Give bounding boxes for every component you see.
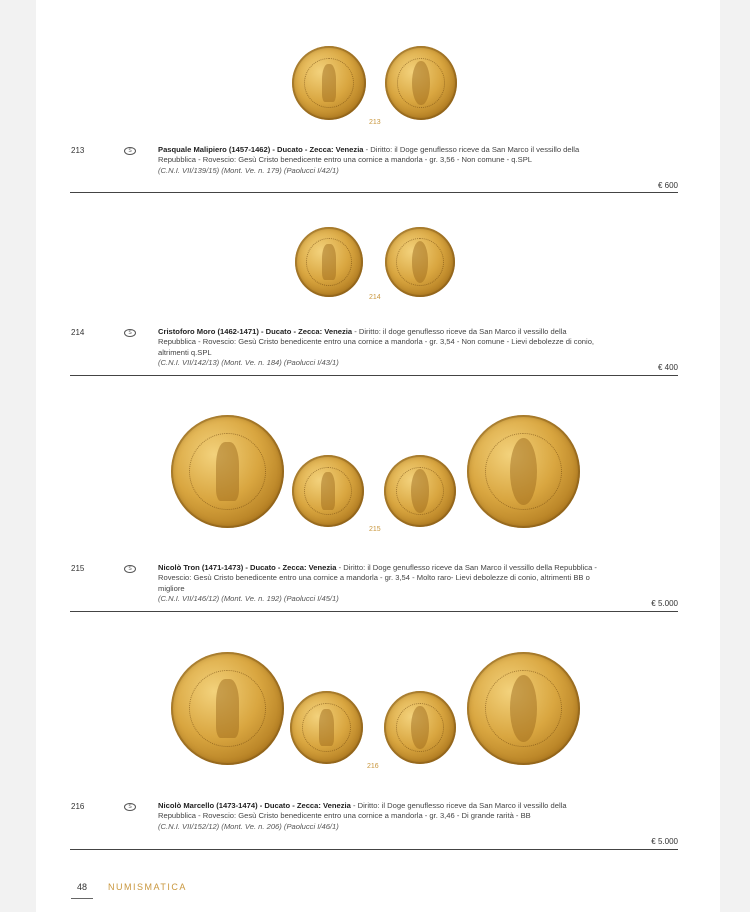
coin-reverse-enlarged-image <box>467 415 580 528</box>
lot-description <box>158 327 598 369</box>
coin-reverse-image <box>384 455 456 527</box>
numista-mark-icon: S <box>124 147 136 155</box>
lot-divider <box>70 375 678 376</box>
lot-description <box>158 145 598 176</box>
lot-price: € 5.000 <box>651 837 678 846</box>
lot-divider <box>70 611 678 612</box>
lot-number: 215 <box>71 564 85 573</box>
coin-obverse-enlarged-image <box>171 652 284 765</box>
coin-reverse-enlarged-image <box>467 652 580 765</box>
coin-reverse-image <box>385 46 457 120</box>
lot-description <box>158 801 598 832</box>
lot-title: Nicolò Marcello (1473-1474) - Ducato - Zecca: Venezia <box>158 801 351 810</box>
numista-mark-icon: S <box>124 329 136 337</box>
numista-mark-icon: S <box>124 803 136 811</box>
numista-mark-icon: S <box>124 565 136 573</box>
lot-price: € 400 <box>657 363 678 372</box>
lot-number: 214 <box>71 328 85 337</box>
lot-text: - Diritto: il Doge genuflesso riceve da San Marco il vessillo della Repubblica - Rovescio: Gesù Cristo benedicente entro una cornice a mandorla - gr. 3,56 - Non comune - q.SPL <box>158 145 580 165</box>
lot-text: - Diritto: il Doge genuflesso riceve da San Marco il vessillo della Repubblica - Rovescio: Gesù Cristo benedicente entro una cornice a mandorla - gr. 3,46 - Di grande rarità - BB <box>158 801 567 821</box>
lot-reference: (C.N.I. VII/139/15) (Mont. Ve. n. 179) (Paolucci I/42/1) <box>158 165 339 175</box>
page-number-underline <box>71 898 93 899</box>
lot-price: € 600 <box>657 181 678 190</box>
plate-number: 215 <box>369 526 381 533</box>
lot-title: Nicolò Tron (1471-1473) - Ducato - Zecca: Venezia <box>158 563 337 572</box>
lot-text: - Diritto: il doge genuflesso riceve da San Marco il vessillo della Repubblica - Rovescio: Gesù Cristo benedicente entro una cornice a mandorla - gr. 3,54 - Non comune - Lievi debolezze di conio, altrimenti q.SPL <box>158 327 595 357</box>
coin-obverse-image <box>292 455 364 527</box>
plate-number: 213 <box>369 119 381 126</box>
lot-reference: (C.N.I. VII/152/12) (Mont. Ve. n. 206) (Paolucci I/46/1) <box>158 821 339 831</box>
footer-title: NUMISMATICA <box>108 882 187 892</box>
coin-reverse-image <box>385 227 455 297</box>
lot-reference: (C.N.I. VII/146/12) (Mont. Ve. n. 192) (Paolucci I/45/1) <box>158 594 339 604</box>
coin-obverse-enlarged-image <box>171 415 284 528</box>
coin-obverse-image <box>290 691 363 764</box>
lot-number: 213 <box>71 146 85 155</box>
lot-divider <box>70 849 678 850</box>
plate-number: 214 <box>369 294 381 301</box>
coin-obverse-image <box>295 227 363 297</box>
lot-description <box>158 563 598 605</box>
plate-number: 216 <box>367 763 379 770</box>
lot-reference: (C.N.I. VII/142/13) (Mont. Ve. n. 184) (Paolucci I/43/1) <box>158 358 339 368</box>
lot-divider <box>70 192 678 193</box>
lot-text: - Diritto: il Doge genuflesso riceve da San Marco il vessillo della Repubblica - Rovescio: Gesù Cristo benedicente entro una cornice a mandorla - gr. 3,54 - Molto raro- Lievi debolezze di conio, altrimenti BB o migliore <box>158 563 597 593</box>
lot-price: € 5.000 <box>651 599 678 608</box>
lot-title: Pasquale Malipiero (1457-1462) - Ducato - Zecca: Venezia <box>158 145 364 154</box>
coin-reverse-image <box>384 691 456 764</box>
lot-title: Cristoforo Moro (1462-1471) - Ducato - Zecca: Venezia <box>158 327 353 336</box>
page-number: 48 <box>77 882 88 892</box>
catalog-page <box>36 0 720 912</box>
coin-obverse-image <box>292 46 366 120</box>
lot-number: 216 <box>71 802 85 811</box>
